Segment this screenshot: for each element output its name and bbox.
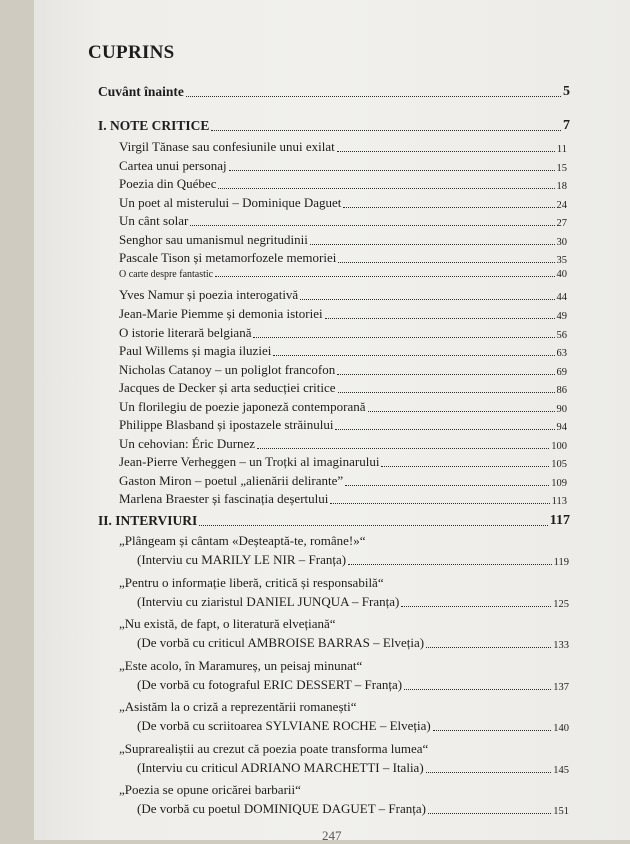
- toc-entry: [119, 195, 567, 211]
- dot-leader: [335, 429, 554, 430]
- toc-entry-page: 30: [556, 236, 567, 248]
- toc-entry-label: Un cehovian: Éric Durnez: [119, 435, 256, 451]
- interview-entry: [137, 635, 569, 651]
- toc-entry-page: 109: [551, 477, 567, 489]
- toc-intro-row: [98, 84, 570, 100]
- interview-entry: [137, 594, 569, 610]
- toc-entry: [119, 325, 567, 341]
- section-heading-interviuri: [98, 513, 570, 529]
- toc-entry: [119, 417, 567, 433]
- toc-entry-page: 69: [556, 366, 567, 378]
- dot-leader: [368, 411, 555, 412]
- toc-entry: [119, 213, 567, 229]
- dot-leader: [190, 225, 554, 226]
- toc-entry-label: Paul Willems și magia iluziei: [119, 343, 272, 359]
- interview-detail: (Interviu cu criticul ADRIANO MARCHETTI – Italia): [137, 759, 424, 775]
- toc-entry-page: 27: [556, 218, 567, 230]
- toc-entry-label: Poezia din Québec: [119, 176, 217, 192]
- toc-entry: [119, 250, 567, 266]
- interview-page: 125: [553, 598, 569, 610]
- dot-leader: [338, 262, 554, 263]
- toc-entry: [119, 454, 567, 470]
- dot-leader: [338, 392, 555, 393]
- interview-title: „Nu există, de fapt, o literatură elvețiană“: [119, 616, 336, 631]
- dot-leader: [337, 374, 554, 375]
- toc-entry-label: Marlena Braester și fascinația deșertului: [119, 491, 329, 507]
- toc-entry-page: 18: [556, 181, 567, 193]
- toc-entry-label: Senghor sau umanismul negritudinii: [119, 231, 308, 247]
- section-heading-page: 7: [563, 118, 570, 133]
- section-heading-page: 117: [549, 513, 570, 528]
- interview-detail: (Interviu cu MARILY LE NIR – Franța): [137, 552, 347, 567]
- dot-leader: [186, 96, 561, 97]
- interview-title: „Poezia se opune oricărei barbarii“: [119, 782, 301, 797]
- dot-leader: [300, 299, 554, 300]
- toc-entry: [119, 436, 567, 452]
- toc-entry-label: O istorie literară belgiană: [119, 324, 252, 340]
- toc-entry-page: 24: [556, 199, 567, 211]
- toc-entry-page: 63: [556, 348, 567, 360]
- interview-entry: [137, 801, 569, 817]
- dot-leader: [211, 130, 561, 131]
- toc-entry-label: Gaston Miron – poetul „alienării delirante”: [119, 472, 344, 488]
- toc-entry-page: 94: [556, 422, 567, 434]
- dot-leader: [218, 188, 554, 189]
- section-heading-note-critice: [98, 118, 570, 134]
- dot-leader: [310, 244, 555, 245]
- toc-entry-label: Un cânt solar: [119, 213, 189, 229]
- interview-page: 145: [553, 764, 569, 776]
- toc-entry-page: 15: [556, 162, 567, 174]
- dot-leader: [325, 318, 555, 319]
- toc-entry: [119, 139, 567, 155]
- toc-entry-label: Un poet al misterului – Dominique Daguet: [119, 194, 342, 210]
- toc-intro-label: Cuvânt înainte: [98, 84, 184, 99]
- toc-entry: [119, 362, 567, 378]
- toc-entry-page: 49: [556, 310, 567, 322]
- toc-entry: [119, 176, 567, 192]
- dot-leader: [257, 448, 549, 449]
- toc-entry-page: 40: [556, 268, 567, 280]
- dot-leader: [330, 503, 549, 504]
- dot-leader: [401, 606, 551, 607]
- toc-entry-page: 105: [551, 459, 567, 471]
- interview-detail: (De vorbă cu fotograful ERIC DESSERT – Franța): [137, 676, 403, 692]
- interview-title: „Asistăm la o criză a reprezentării romanești“: [119, 699, 357, 714]
- toc-entry-label: O carte despre fantastic: [119, 268, 214, 280]
- interview-detail: (De vorbă cu criticul AMBROISE BARRAS – Elveția): [137, 635, 425, 650]
- toc-entry-page: 11: [556, 144, 567, 155]
- toc-entry: [119, 473, 567, 489]
- toc-entry-label: Jean-Marie Piemme și demonia istoriei: [119, 305, 323, 321]
- toc-entry: [119, 306, 567, 322]
- interview-page: 151: [553, 806, 569, 817]
- interview-detail: (De vorbă cu scriitoarea SYLVIANE ROCHE – Elveția): [137, 718, 431, 733]
- section-heading-label: II. INTERVIURI: [98, 513, 198, 528]
- toc-entry-label: Nicholas Catanoy – un poliglot francofon: [119, 361, 336, 377]
- toc-entry: [119, 380, 567, 396]
- dot-leader: [433, 730, 552, 731]
- dot-leader: [337, 151, 555, 152]
- toc-entry: [119, 287, 567, 303]
- dot-leader: [199, 525, 547, 526]
- toc-entry-label: Jacques de Decker și arta seducției critice: [119, 380, 336, 396]
- interview-detail: (De vorbă cu poetul DOMINIQUE DAGUET – Franța): [137, 801, 426, 816]
- toc-entry-label: Cartea unui personaj: [119, 157, 227, 173]
- dot-leader: [253, 337, 554, 338]
- toc-entry-page: 90: [556, 403, 567, 415]
- toc-entry: [119, 232, 567, 248]
- dot-leader: [343, 207, 554, 208]
- dot-leader: [229, 170, 555, 171]
- section-heading-label: I. NOTE CRITICE: [98, 118, 210, 133]
- toc-entry: [119, 158, 567, 174]
- dot-leader: [345, 485, 549, 486]
- interview-page: 133: [553, 640, 569, 651]
- toc-entry-page: 44: [556, 292, 567, 304]
- toc-entry-label: Pascale Tison și metamorfozele memoriei: [119, 250, 337, 266]
- page-number: 247: [322, 828, 342, 843]
- interview-page: 137: [553, 681, 569, 693]
- toc-entry-page: 86: [556, 385, 567, 397]
- interview-entry: [137, 760, 569, 776]
- dot-leader: [426, 772, 552, 773]
- toc-entry-page: 35: [556, 255, 567, 267]
- toc-entry-page: 56: [556, 329, 567, 341]
- dot-leader: [273, 355, 554, 356]
- interview-entry: [137, 677, 569, 693]
- interview-title: „Suprarealiștii au crezut că poezia poate transforma lumea“: [119, 740, 429, 756]
- toc-entry: [119, 343, 567, 359]
- page-title: CUPRINS: [88, 42, 175, 63]
- toc-entry: [119, 491, 567, 507]
- interview-title: „Este acolo, în Maramureș, un peisaj minunat“: [119, 657, 363, 673]
- toc-entry-label: Philippe Blasband și ipostazele străinului: [119, 417, 334, 433]
- dot-leader: [426, 647, 551, 648]
- interview-page: 119: [553, 557, 569, 568]
- interview-entry: [137, 552, 569, 568]
- toc-entry-page: 100: [551, 440, 567, 452]
- dot-leader: [348, 564, 552, 565]
- toc-entry: [119, 269, 567, 280]
- toc-entry-label: Virgil Tănase sau confesiunile unui exilat: [119, 139, 335, 154]
- interview-detail: (Interviu cu ziaristul DANIEL JUNQUA – Franța): [137, 593, 400, 609]
- interview-title: „Pentru o informație liberă, critică și responsabilă“: [119, 574, 384, 590]
- toc-entry: [119, 399, 567, 415]
- dot-leader: [428, 813, 551, 814]
- toc-entry-label: Un florilegiu de poezie japoneză contemporană: [119, 398, 366, 414]
- dot-leader: [381, 466, 549, 467]
- interview-title: „Plângeam și cântam «Deșteaptă-te, române!»“: [119, 533, 366, 548]
- toc-intro-page: 5: [563, 84, 570, 99]
- interview-page: 140: [553, 723, 569, 734]
- dot-leader: [215, 276, 554, 277]
- toc-entry-label: Jean-Pierre Verheggen – un Troțki al imaginarului: [119, 454, 380, 470]
- dot-leader: [404, 689, 551, 690]
- toc-entry-label: Yves Namur și poezia interogativă: [119, 287, 299, 303]
- interview-entry: [137, 718, 569, 734]
- toc-entry-page: 113: [551, 496, 567, 508]
